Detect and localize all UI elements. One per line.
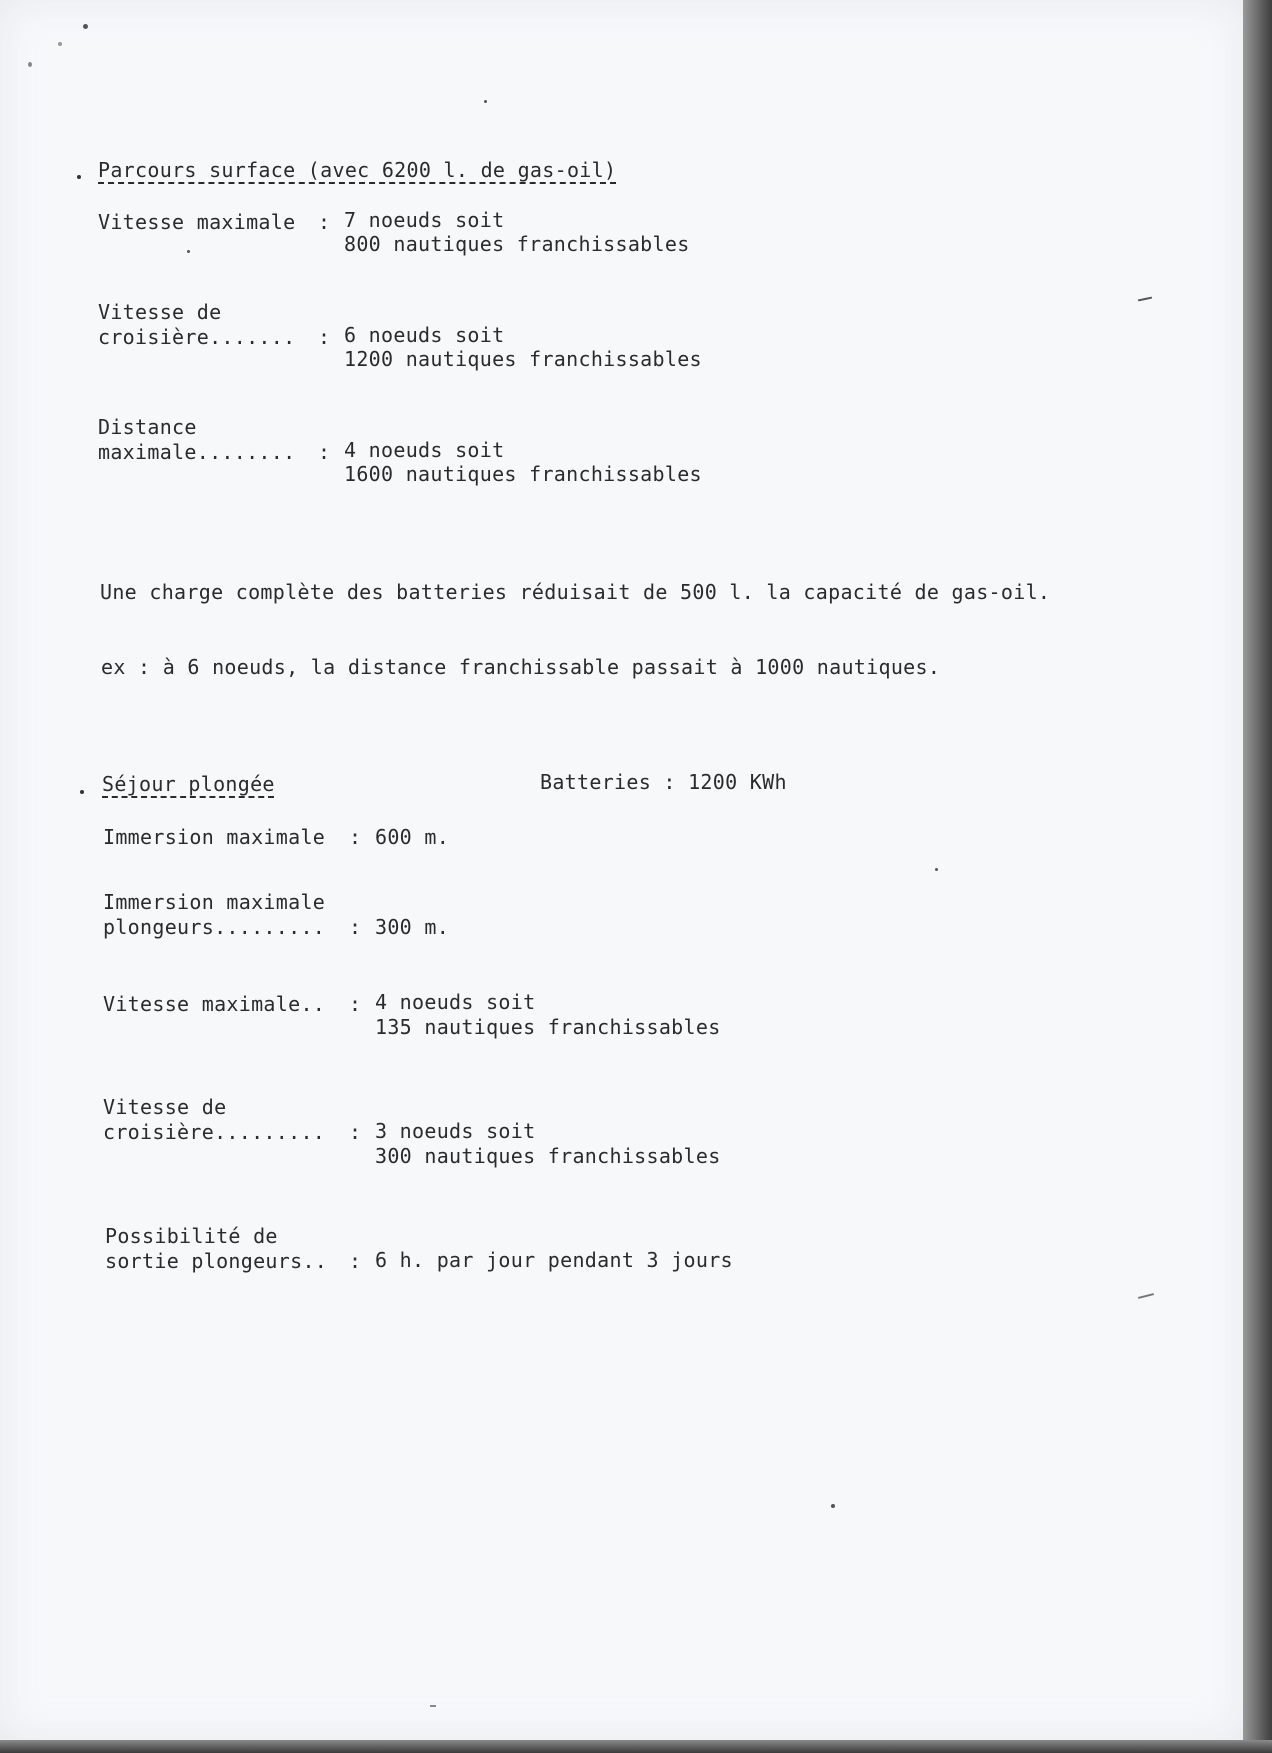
note-example: ex : à 6 noeuds, la distance franchissable passait à 1000 nautiques.: [101, 655, 941, 679]
surface-row-3-label-line-2: maximale........: [98, 440, 296, 464]
dive-row-5-label-line-2: sortie plongeurs..: [105, 1249, 328, 1273]
surface-row-3-value-line-1: 4 noeuds soit: [344, 438, 505, 462]
surface-row-2-value-line-2: 1200 nautiques franchissables: [344, 347, 702, 371]
surface-row-3-label-line-1: Distance: [98, 415, 197, 439]
scan-mark: [1138, 1293, 1154, 1299]
scan-speck: [935, 868, 938, 871]
dive-row-3-value-line-1: 4 noeuds soit: [375, 990, 536, 1014]
dive-row-4-separator: :: [349, 1120, 362, 1144]
surface-row-2-value-line-1: 6 noeuds soit: [344, 323, 505, 347]
scan-speck: [831, 1504, 835, 1508]
dive-row-4-label-line-1: Vitesse de: [103, 1095, 227, 1119]
surface-row-1-value-line-2: 800 nautiques franchissables: [344, 232, 690, 256]
surface-row-2-label-line-1: Vitesse de: [98, 300, 222, 324]
surface-row-1-label: Vitesse maximale: [98, 210, 296, 234]
dive-row-2-value: 300 m.: [375, 915, 450, 939]
scan-right-edge: [1243, 0, 1272, 1753]
scan-speck: [58, 42, 62, 46]
scan-speck: [484, 100, 487, 103]
section-heading-surface: Parcours surface (avec 6200 l. de gas-oil): [98, 158, 617, 182]
section-bullet-dive: [80, 790, 84, 794]
scan-bottom-edge: [0, 1740, 1272, 1753]
dive-row-3-value-line-2: 135 nautiques franchissables: [375, 1015, 721, 1039]
surface-row-3-separator: :: [318, 440, 331, 464]
dive-row-4-value-line-1: 3 noeuds soit: [375, 1119, 536, 1143]
dive-row-2-separator: :: [349, 915, 362, 939]
scan-speck: [83, 24, 88, 29]
section-heading-dive: Séjour plongée: [102, 772, 275, 796]
dive-row-5-value: 6 h. par jour pendant 3 jours: [375, 1248, 733, 1272]
dive-row-5-separator: :: [349, 1249, 362, 1273]
surface-row-1-separator: :: [318, 210, 331, 234]
section-bullet-surface: [77, 175, 81, 179]
dive-row-4-label-line-2: croisière.........: [103, 1120, 326, 1144]
dive-row-1-label: Immersion maximale: [103, 825, 326, 849]
scan-speck: [28, 62, 32, 67]
dive-row-3-separator: :: [349, 992, 362, 1016]
dive-row-3-label: Vitesse maximale..: [103, 992, 326, 1016]
surface-row-2-separator: :: [318, 325, 331, 349]
dive-row-5-label-line-1: Possibilité de: [105, 1224, 278, 1248]
scan-mark: [430, 1705, 436, 1707]
note-battery-charge: Une charge complète des batteries réduisait de 500 l. la capacité de gas-oil.: [100, 580, 1051, 604]
scan-mark: [1138, 297, 1152, 302]
dive-row-4-value-line-2: 300 nautiques franchissables: [375, 1144, 721, 1168]
dive-row-2-label-line-1: Immersion maximale: [103, 890, 326, 914]
dive-row-2-label-line-2: plongeurs.........: [103, 915, 326, 939]
dive-row-1-separator: :: [349, 825, 362, 849]
surface-row-2-label-line-2: croisière.......: [98, 325, 296, 349]
scan-speck: [187, 250, 190, 253]
dive-batteries: Batteries : 1200 KWh: [540, 770, 787, 794]
dive-row-1-value: 600 m.: [375, 825, 450, 849]
surface-row-1-value-line-1: 7 noeuds soit: [344, 208, 505, 232]
surface-row-3-value-line-2: 1600 nautiques franchissables: [344, 462, 702, 486]
